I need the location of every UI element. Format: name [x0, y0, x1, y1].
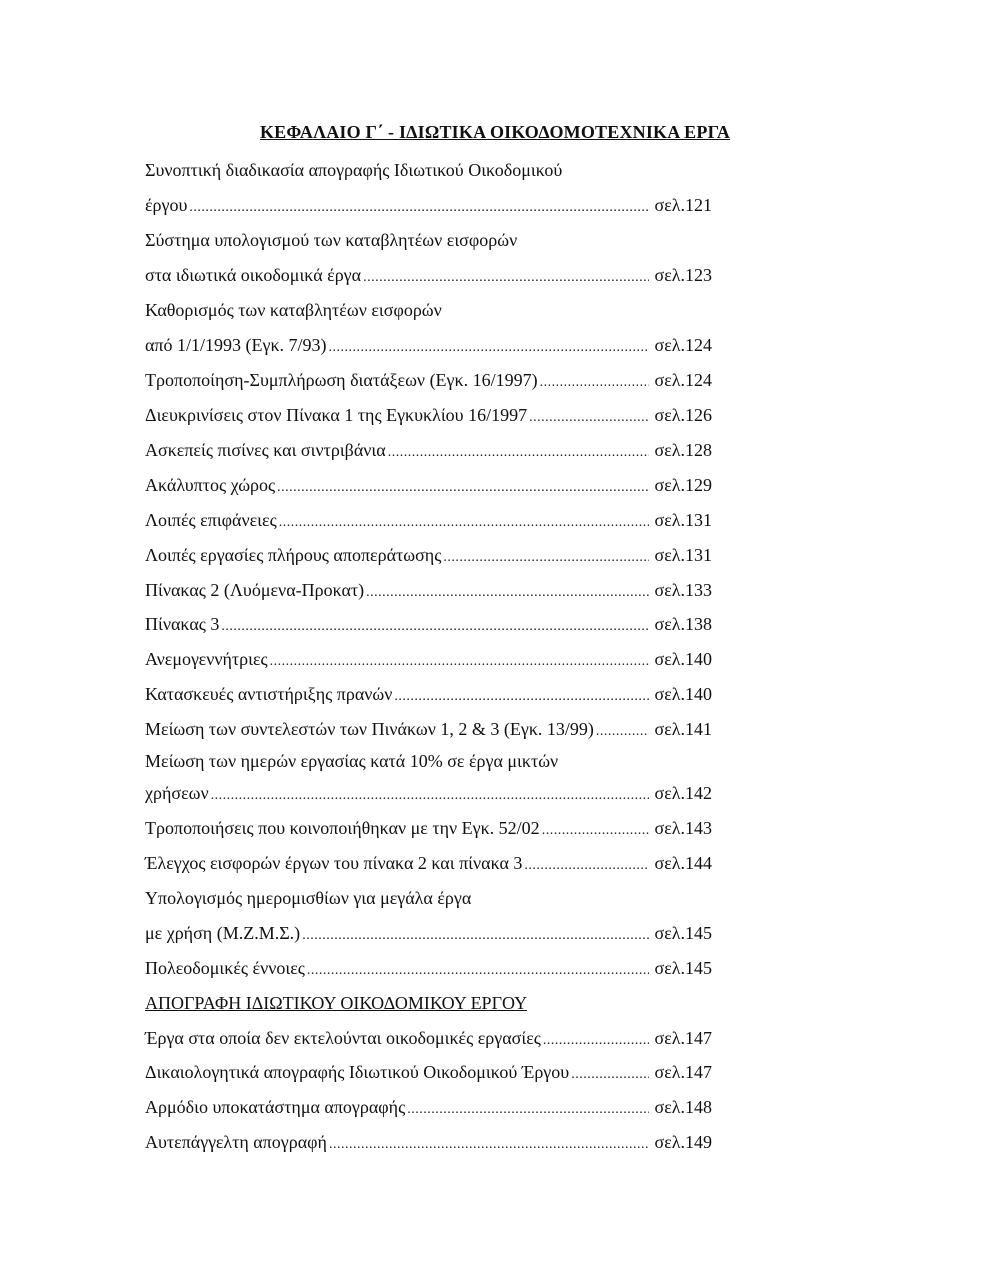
dot-leader: [524, 851, 648, 878]
dot-leader: [394, 682, 648, 709]
toc-entry-page: σελ.129: [654, 475, 712, 495]
toc-entry-label: Ασκεπείς πισίνες και σιντριβάνια: [145, 440, 386, 460]
toc-entry-page: σελ.128: [654, 440, 712, 460]
dot-leader: [277, 473, 648, 500]
toc-entry: [145, 612, 712, 636]
toc-entry-page: σελ.133: [654, 580, 712, 600]
toc-entry-page: σελ.148: [654, 1097, 712, 1117]
dot-leader: [363, 263, 648, 290]
toc-entry-page: σελ.144: [654, 853, 712, 873]
toc-entry: [145, 1130, 712, 1154]
dot-leader: [279, 508, 649, 535]
toc-entry-page: σελ.147: [654, 1028, 712, 1048]
toc-entry: [145, 682, 712, 706]
toc-entry-label: με χρήση (Μ.Ζ.Μ.Σ.): [145, 923, 301, 943]
toc-entry-page: σελ.147: [654, 1062, 712, 1082]
dot-leader: [596, 717, 649, 744]
chapter-title: ΚΕΦΑΛΑΙΟ Γ΄ - ΙΔΙΩΤΙΚΑ ΟΙΚΟΔΟΜΟΤΕΧΝΙΚΑ ΕΡΓΑ: [259, 122, 731, 142]
toc-entry-continued-text: Υπολογισμός ημερομισθίων για μεγάλα έργα: [145, 888, 472, 908]
toc-entry: [145, 717, 712, 741]
dot-leader: [211, 781, 649, 808]
toc-entry-page: σελ.121: [654, 195, 712, 215]
dot-leader: [329, 1130, 649, 1157]
dot-leader: [366, 578, 648, 605]
toc-entry-label: Έλεγχος εισφορών έργων του πίνακα 2 και πίνακα 3: [145, 853, 523, 873]
toc-entry-continued-text: Σύστημα υπολογισμού των καταβλητέων εισφορών: [145, 230, 518, 250]
toc-entry-label: χρήσεων: [145, 783, 209, 803]
toc-entry-label: Έργα στα οποία δεν εκτελούνται οικοδομικές εργασίες: [145, 1028, 541, 1048]
dot-leader: [329, 333, 649, 360]
toc-entry-continued-text: Συνοπτική διαδικασία απογραφής Ιδιωτικού Οικοδομικού: [145, 160, 563, 180]
toc-entry-label: στα ιδιωτικά οικοδομικά έργα: [145, 265, 362, 285]
toc-entry: [145, 781, 712, 805]
toc-entry-page: σελ.138: [654, 614, 712, 634]
toc-entry-label: Διευκρινίσεις στον Πίνακα 1 της Εγκυκλίου 16/1997: [145, 405, 528, 425]
toc-entry-page: σελ.123: [654, 265, 712, 285]
toc-entry-continued-text: Μείωση των ημερών εργασίας κατά 10% σε έργα μικτών: [145, 751, 559, 771]
toc-entry: [145, 508, 712, 532]
toc-entry: [145, 193, 712, 217]
toc-entry-label: έργου: [145, 195, 188, 215]
toc-entry: [145, 578, 712, 602]
toc-entry-page: σελ.126: [654, 405, 712, 425]
toc-entry-label: Πίνακας 3: [145, 614, 220, 634]
dot-leader: [221, 612, 648, 639]
toc-entry-page: σελ.142: [654, 783, 712, 803]
toc-entry: [145, 647, 712, 671]
toc-entry: [145, 368, 712, 392]
dot-leader: [307, 956, 649, 983]
toc-entry: [145, 333, 712, 357]
dot-leader: [540, 368, 649, 395]
dot-leader: [542, 816, 649, 843]
toc-entry-page: σελ.124: [654, 335, 712, 355]
toc-entry: [145, 921, 712, 945]
dot-leader: [529, 403, 648, 430]
toc-entry: [145, 1060, 712, 1084]
toc-entry-page: σελ.140: [654, 684, 712, 704]
toc-entry-page: σελ.131: [654, 545, 712, 565]
toc-entry-label: Λοιπές επιφάνειες: [145, 510, 277, 530]
dot-leader: [270, 647, 649, 674]
toc-entry-page: σελ.145: [654, 923, 712, 943]
toc-entry-label: Κατασκευές αντιστήριξης πρανών: [145, 684, 393, 704]
dot-leader: [571, 1060, 648, 1087]
toc-entry: [145, 816, 712, 840]
toc-entry: [145, 263, 712, 287]
toc-entry-page: σελ.140: [654, 649, 712, 669]
toc-entry: [145, 403, 712, 427]
dot-leader: [302, 921, 648, 948]
toc-entry-label: Λοιπές εργασίες πλήρους αποπεράτωσης: [145, 545, 442, 565]
toc-entry: [145, 438, 712, 462]
dot-leader: [388, 438, 649, 465]
toc-entry-label: Πολεοδομικές έννοιες: [145, 958, 305, 978]
toc-entry-label: Ακάλυπτος χώρος: [145, 475, 276, 495]
dot-leader: [543, 1026, 649, 1053]
toc-entry-label: Δικαιολογητικά απογραφής Ιδιωτικού Οικοδομικού Έργου: [145, 1062, 570, 1082]
dot-leader: [189, 193, 648, 220]
section-heading: ΑΠΟΓΡΑΦΗ ΙΔΙΩΤΙΚΟΥ ΟΙΚΟΔΟΜΙΚΟΥ ΕΡΓΟΥ: [145, 993, 528, 1013]
toc-entry: [145, 956, 712, 980]
toc-entry-label: Μείωση των συντελεστών των Πινάκων 1, 2 & 3 (Εγκ. 13/99): [145, 719, 594, 739]
toc-entry-label: Αρμόδιο υποκατάστημα απογραφής: [145, 1097, 406, 1117]
toc-entry: [145, 1095, 712, 1119]
toc-entry-page: σελ.141: [654, 719, 712, 739]
toc-entry-page: σελ.143: [654, 818, 712, 838]
toc-entry-label: Αυτεπάγγελτη απογραφή: [145, 1132, 327, 1152]
toc-entry-label: Πίνακας 2 (Λυόμενα-Προκατ): [145, 580, 365, 600]
toc-entry-page: σελ.149: [654, 1132, 712, 1152]
toc-entry: [145, 543, 712, 567]
toc-entry-continued-text: Καθορισμός των καταβλητέων εισφορών: [145, 300, 442, 320]
toc-entry-page: σελ.131: [654, 510, 712, 530]
toc-entry: [145, 473, 712, 497]
dot-leader: [443, 543, 648, 570]
toc-entry-page: σελ.124: [654, 370, 712, 390]
toc-entry: [145, 1026, 712, 1050]
toc-entry-label: Τροποποιήσεις που κοινοποιήθηκαν με την Εγκ. 52/02: [145, 818, 540, 838]
toc-entry-label: Τροποποίηση-Συμπλήρωση διατάξεων (Εγκ. 16/1997): [145, 370, 538, 390]
toc-entry-label: από 1/1/1993 (Εγκ. 7/93): [145, 335, 327, 355]
toc-entry-label: Ανεμογεννήτριες: [145, 649, 268, 669]
dot-leader: [407, 1095, 648, 1122]
toc-entry: [145, 851, 712, 875]
toc-entry-page: σελ.145: [654, 958, 712, 978]
